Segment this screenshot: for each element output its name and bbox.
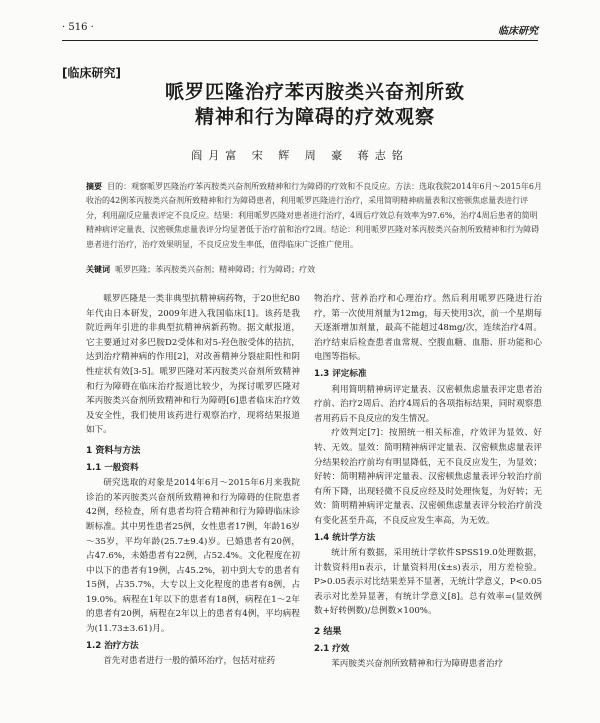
treatment-paragraph: 首先对患者进行一般的循环治疗，包括对症药 — [103, 656, 276, 667]
abstract-label: 摘要 — [86, 182, 102, 191]
abstract — [86, 180, 542, 252]
keywords-label: 关键词 — [86, 265, 110, 274]
title-line-2: 精神和行为障碍的疗效观察 — [194, 106, 435, 128]
heading-methods: 1 资料与方法 — [86, 445, 141, 456]
authors: 阎月富 宋 辉 周 豪 蒋志铭 — [191, 149, 409, 162]
statistics-paragraph: 统计所有数据，采用统计学软件SPSS19.0处理数据，计数资料用n表示，计量资料用(x̄±s)表示，用方差检验。P>0.05表示对比结果差异不显著，无统计学意义，P<0.05表示对比差异显著，有统计学意义[8]。总有效率=(显效例数+好转例数)/总例数×100%。 — [314, 548, 542, 617]
left-column — [86, 292, 300, 669]
page-header — [62, 22, 538, 38]
heading-statistics: 1.4 统计学方法 — [314, 532, 376, 543]
heading-treatment: 1.2 治疗方法 — [86, 640, 139, 651]
evaluation-paragraph: 利用简明精神病评定量表、汉密顿焦虑量表评定患者治疗前、治疗2周后、治疗4周后的各项指标结果，同时观察患者用药后不良反应的发生情况。 — [314, 384, 542, 424]
efficacy-paragraph: 疗效判定[7]：按照统一相关标准，疗效评为显效、好转、无效。显效：简明精神病评定量表、汉密顿焦虑量表评分结果较治疗前均有明显降低，无不良反应发生，为显效；好转：简明精神病评定量表、汉密顿焦虑量表评分较治疗前有所下降，出现轻微不良反应经及时处理恢复，为好转；无效：简明精神病评定量表、汉密顿焦虑量表评分较治疗前没有变化甚至升高，不良反应发生率高，为无效。 — [314, 428, 542, 526]
header-rule — [62, 40, 538, 41]
journal-section: 临床研究 — [498, 26, 538, 37]
results-paragraph: 苯丙胺类兴奋剂所致精神和行为障碍患者治疗 — [331, 659, 504, 670]
heading-evaluation: 1.3 评定标准 — [314, 368, 367, 379]
keywords — [86, 264, 542, 275]
page-number: · 516 · — [62, 22, 94, 33]
right-column — [314, 292, 542, 672]
section-tag: [临床研究] — [62, 66, 121, 80]
intro-paragraph: 哌罗匹隆是一类非典型抗精神病药物，于20世纪80年代由日本研发，2009年进入我国临床[1]。该药是我院近两年引进的非典型抗精神病新药物。据文献报道，它主要通过对多巴胺D2受体和对5-羟色胺受体的拮抗，达到治疗精神病的作用[2]，对改善精神分裂症阳性和阴性症状有效[3-5]。哌罗匹隆对苯丙胺类兴奋剂所致精神和行为障碍在临床治疗报道比较少，为探讨哌罗匹隆对苯丙胺类兴奋剂所致精神和行为障碍[6]患者临床治疗效及安全性，我们使用该药进行观察治疗，现将结果报道如下。 — [86, 294, 300, 436]
heading-efficacy: 2.1 疗效 — [314, 643, 350, 654]
general-paragraph: 研究选取的对象是2014年6月～2015年6月来我院诊治的苯丙胺类兴奋剂所致精神和行为障碍的住院患者42例，经检查，所有患者均符合精神和行为障碍临床诊断标准。其中男性患者25例，女性患者17例，年龄16岁～35岁，平均年龄(25.7±9.4)岁。已婚患者有20例，占47.6%，未婚患者有22例，占52.4%。文化程度在初中以下的患者有19例，占45.2%，初中到大专的患者有15例，占35.7%，大专以上文化程度的患者有8例，占19.0%。病程在1年以下的患者有18例，病程在1～2年的患者有20例，病程在2年以上的患者有4例，平均病程为(11.73±3.61)月。 — [86, 478, 300, 635]
title-line-1: 哌罗匹隆治疗苯丙胺类兴奋剂所致 — [164, 81, 465, 103]
keywords-text: 哌罗匹隆；苯丙胺类兴奋剂；精神障碍；行为障碍；疗效 — [115, 265, 316, 274]
heading-general: 1.1 一般资料 — [86, 462, 139, 473]
heading-results: 2 结果 — [314, 627, 342, 638]
treatment-continued: 物治疗、营养治疗和心理治疗。然后利用哌罗匹隆进行治疗，第一次使用剂量为12mg，每天使用3次，前一个星期每天逐渐增加剂量，最高不能超过48mg/次，连续治疗4周。治疗结束后检查患者血常规、空腹血糖、血脂、肝功能和心电图等指标。 — [314, 294, 542, 363]
abstract-text: 目的：观察哌罗匹隆治疗苯丙胺类兴奋剂所致精神和行为障碍的疗效和不良反应。方法：选取我院2014年6月～2015年6月收治的42例苯丙胺类兴奋剂所致精神和行为障碍患者，利用哌罗匹隆进行治疗，采用简明精神病量表和汉密顿焦虑量表进行评分，利用副反应量表评定不良反应。结果：利用哌罗匹隆对患者进行治疗，4周后疗效总有效率为97.6%，治疗4周后患者的简明精神病评定量表、汉密顿焦虑量表评分均显著低于治疗前和治疗2周。结论：利用哌罗匹隆对苯丙胺类兴奋剂所致精神和行为障碍患者进行治疗，治疗效果明显，不良反应发生率低，值得临床广泛推广使用。 — [86, 182, 542, 249]
article-title — [120, 80, 510, 130]
